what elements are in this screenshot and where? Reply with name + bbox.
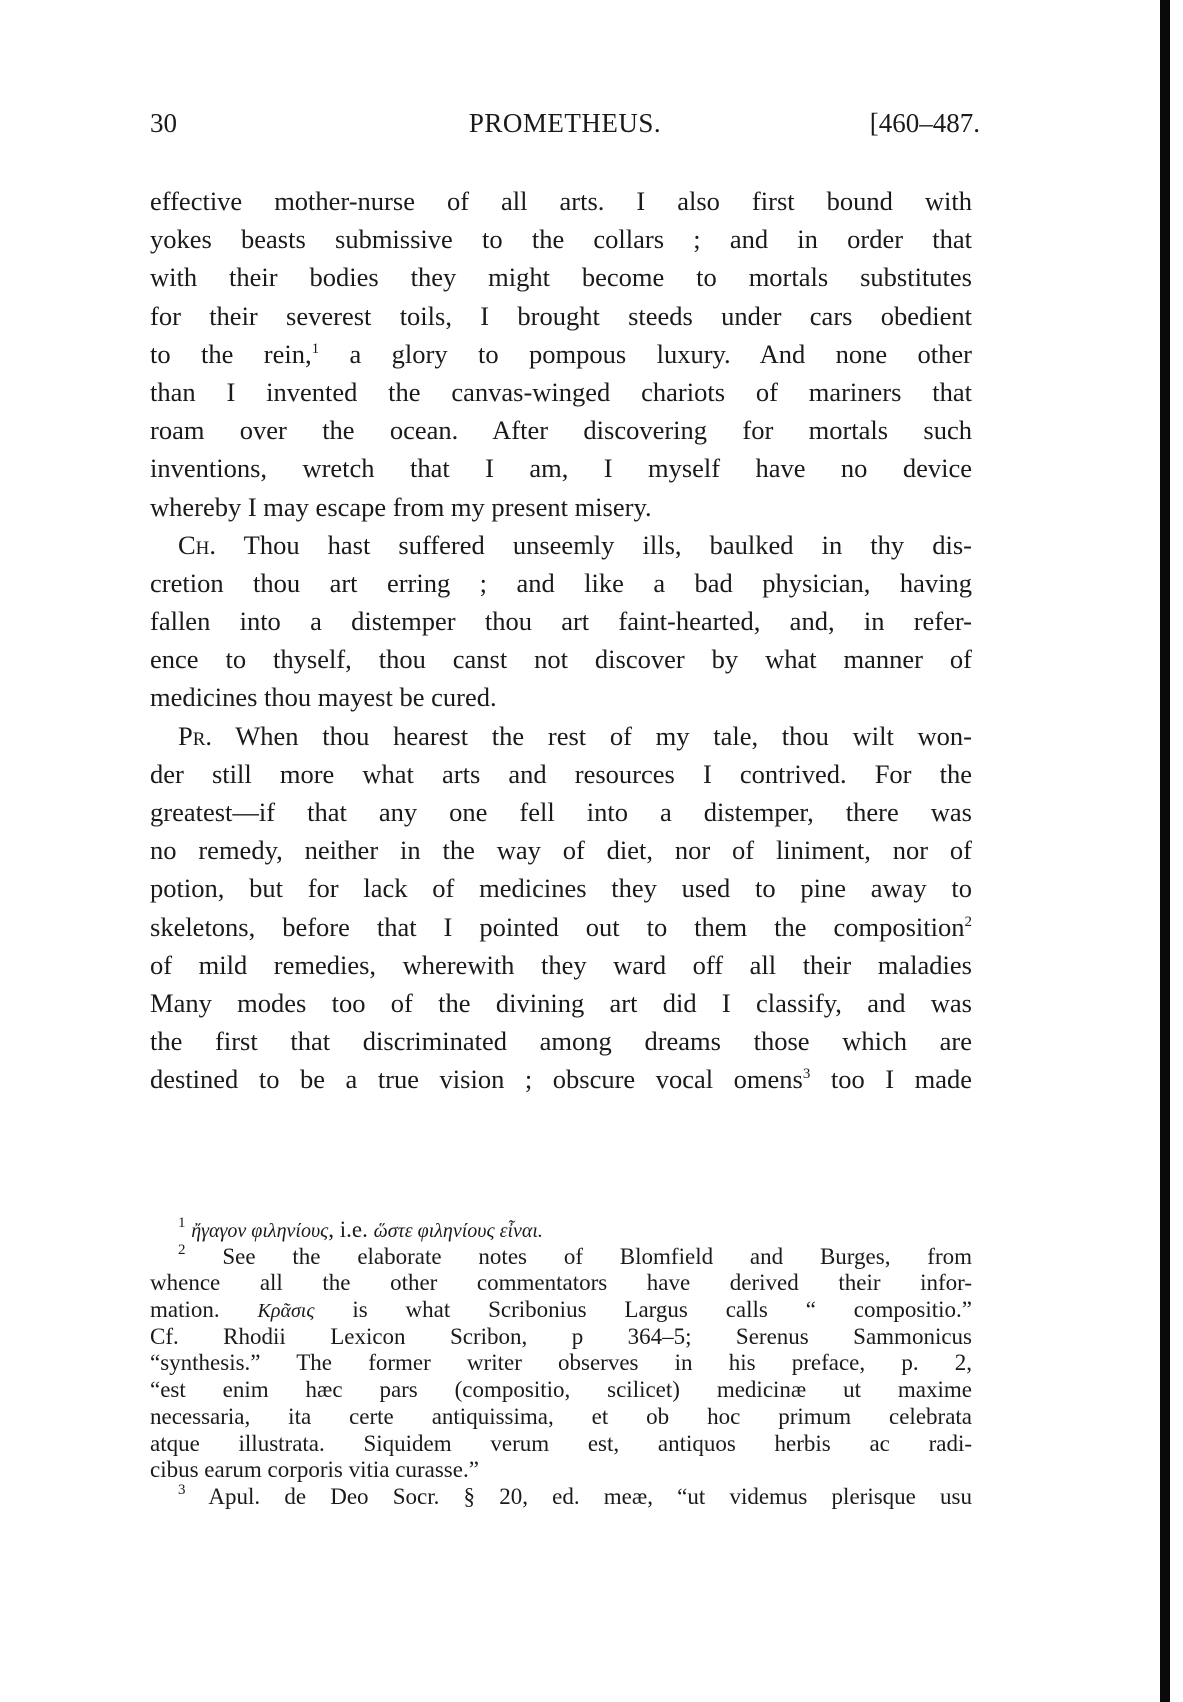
text-line: yokes beasts submissive to the collars ; and in order that	[150, 224, 972, 255]
text-span: mation.	[150, 1297, 258, 1323]
text-span: is what Scribonius Largus calls “ compositio.”	[314, 1297, 972, 1323]
footnote-line: atque illustrata. Siquidem verum est, antiquos herbis ac radi-	[150, 1430, 972, 1456]
prometheus-speech-line	[150, 717, 972, 755]
footnote-marker: 3	[178, 1481, 186, 1498]
text-line	[150, 908, 972, 946]
greek-text: ὥστε φιληνίους εἶναι.	[373, 1220, 543, 1242]
greek-text: ἤγαγον φιληνίους	[191, 1220, 329, 1242]
text-line: of mild remedies, wherewith they ward off all their maladies	[150, 949, 972, 980]
text-span: , i.e.	[328, 1217, 374, 1242]
footnote-marker: 1	[178, 1215, 186, 1231]
text-line: medicines thou mayest be cured.	[150, 682, 497, 713]
footnote-line: whence all the other commentators have derived their infor-	[150, 1270, 972, 1296]
text-line: Many modes too of the divining art did I classify, and was	[150, 987, 972, 1018]
text-line: no remedy, neither in the way of diet, nor of liniment, nor of	[150, 835, 972, 866]
footnote-ref-1[interactable]: 1	[311, 340, 320, 357]
speaker-prometheus: Pr.	[178, 720, 213, 751]
footnote-line: “est enim hæc pars (compositio, scilicet) medicinæ ut maxime	[150, 1377, 972, 1403]
running-header	[150, 108, 980, 148]
speaker-chorus: Ch.	[178, 529, 217, 560]
greek-text: Κρᾶσις	[257, 1300, 315, 1323]
text-span: skeletons, before that I pointed out to them the composition	[150, 911, 965, 942]
footnote-ref-3[interactable]: 3	[802, 1066, 811, 1083]
text-line	[150, 1060, 972, 1098]
text-line: whereby I may escape from my present misery.	[150, 491, 652, 522]
text-span: Thou hast suffered unseemly ills, baulked in thy dis-	[216, 529, 972, 560]
text-span: too I made	[810, 1064, 972, 1095]
text-line	[150, 335, 972, 373]
footnote-line: necessaria, ita certe antiquissima, et ob hoc primum celebrata	[150, 1403, 972, 1429]
footnote-marker: 2	[178, 1241, 186, 1258]
text-span: See the elaborate notes of Blomfield and Burges, from	[185, 1243, 972, 1269]
text-line: greatest—if that any one fell into a distemper, there was	[150, 797, 972, 827]
text-line: with their bodies they might become to mortals substitutes	[150, 262, 972, 293]
footnote-3	[150, 1481, 972, 1511]
footnote-line: Cf. Rhodii Lexicon Scribon, p 364–5; Serenus Sammonicus	[150, 1323, 972, 1349]
chorus-speech-line	[150, 526, 972, 564]
text-span: a glory to pompous luxury. And none other	[319, 338, 972, 369]
footnote-1	[150, 1217, 972, 1244]
text-span: When thou hearest the rest of my tale, thou wilt won-	[212, 720, 972, 751]
running-title: PROMETHEUS.	[468, 108, 662, 138]
footnote-line	[150, 1297, 972, 1324]
text-line: der still more what arts and resources I contrived. For the	[150, 758, 972, 789]
text-line: fallen into a distemper thou art faint-hearted, and, in refer-	[150, 606, 972, 637]
text-line: ence to thyself, thou canst not discover by what manner of	[150, 644, 972, 675]
text-line: than I invented the canvas-winged chariots of mariners that	[150, 376, 972, 407]
footnote-line: “synthesis.” The former writer observes in his preface, p. 2,	[150, 1350, 972, 1376]
main-text	[150, 182, 972, 1099]
text-line: effective mother-nurse of all arts. I also first bound with	[150, 186, 972, 216]
text-line: the first that discriminated among dreams those which are	[150, 1026, 972, 1057]
text-line: potion, but for lack of medicines they used to pine away to	[150, 873, 972, 904]
text-line: for their severest toils, I brought steeds under cars obedient	[150, 300, 972, 331]
line-range: [460–487.	[869, 108, 980, 138]
text-line: inventions, wretch that I am, I myself have no device	[150, 453, 972, 484]
text-span: destined to be a true vision ; obscure vocal omens	[150, 1064, 803, 1095]
page-edge-bar	[1160, 0, 1170, 1702]
footnotes	[150, 1217, 972, 1511]
text-span: Apul. de Deo Socr. § 20, ed. meæ, “ut videmus plerisque usu	[185, 1483, 972, 1509]
footnote-line: cibus earum corporis vitia curasse.”	[150, 1457, 479, 1483]
footnote-ref-2[interactable]: 2	[964, 913, 972, 930]
footnote-2	[150, 1241, 972, 1271]
text-line: cretion thou art erring ; and like a bad physician, having	[150, 567, 972, 598]
page-number: 30	[150, 108, 177, 138]
text-span: to the rein,	[150, 338, 312, 369]
text-line: roam over the ocean. After discovering for mortals such	[150, 415, 972, 446]
